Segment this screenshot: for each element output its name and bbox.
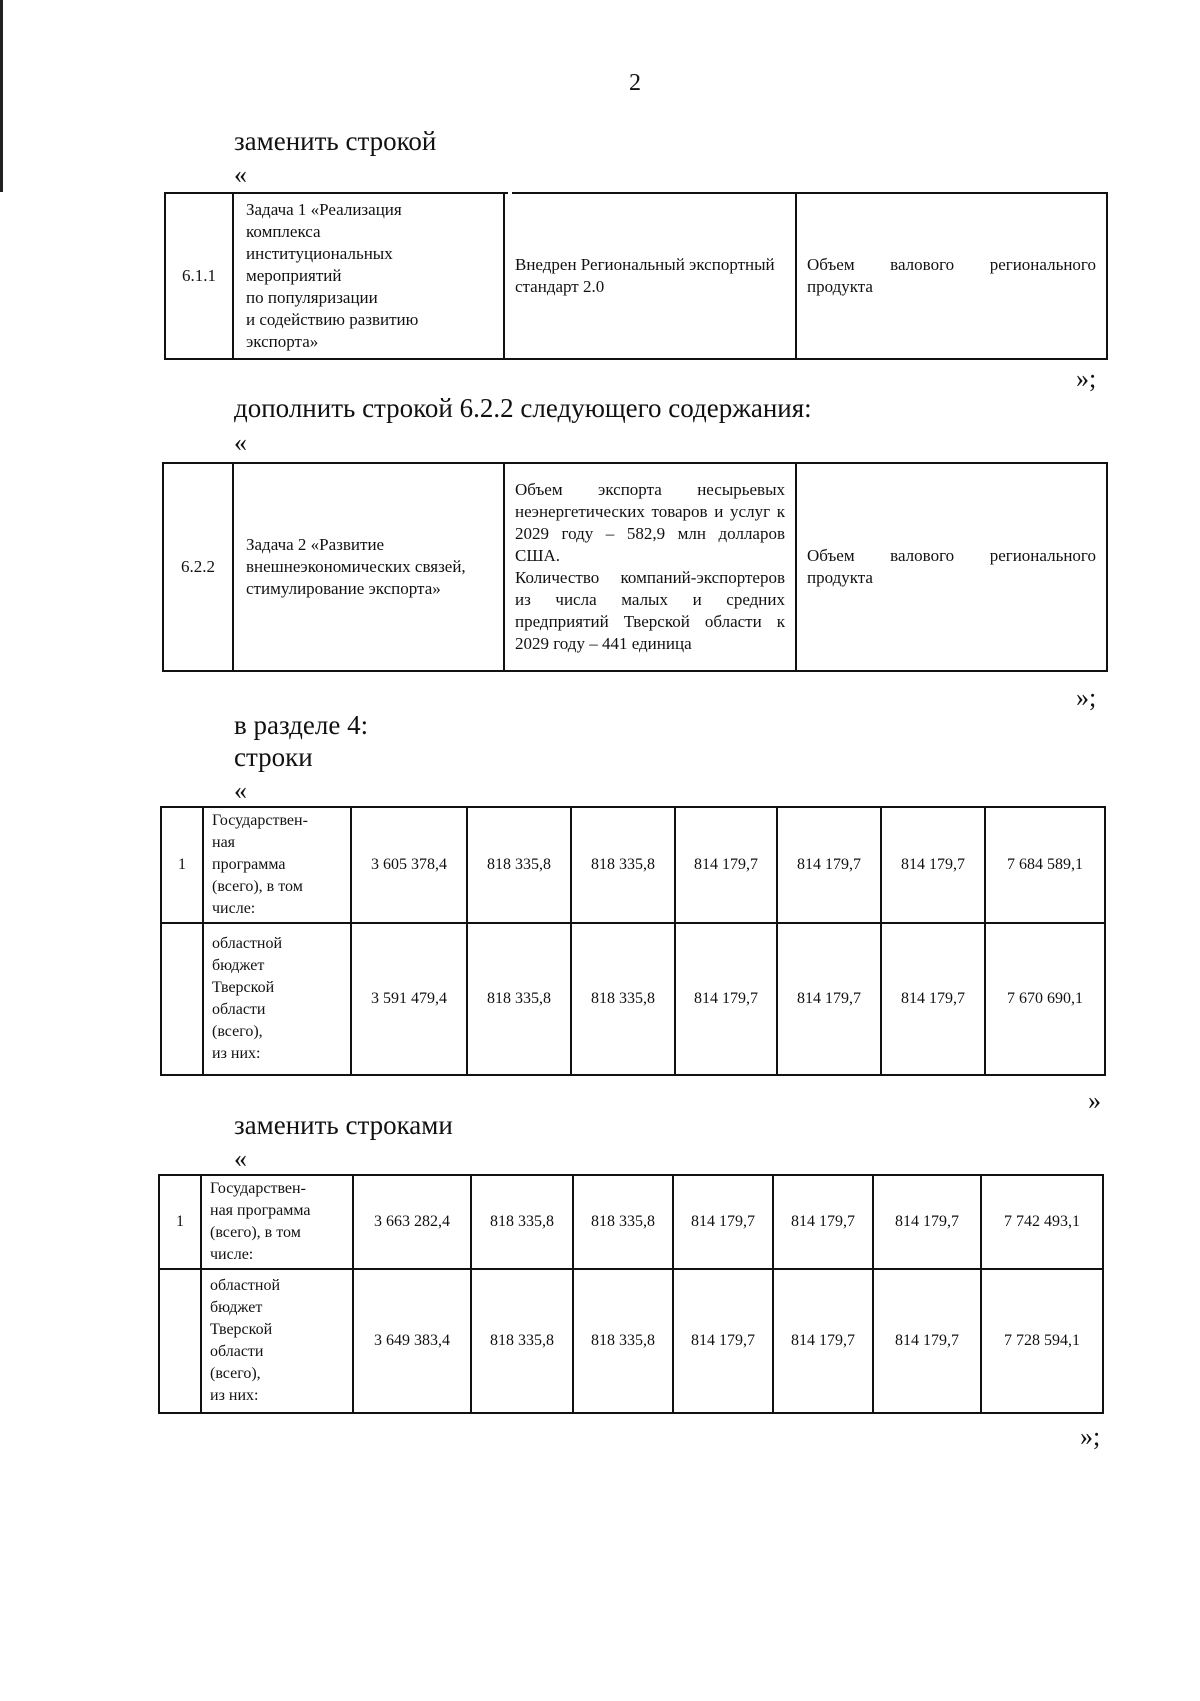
label-line: из них: <box>212 1045 261 1062</box>
row-number <box>159 1269 201 1413</box>
label-line: (всего), <box>210 1365 261 1382</box>
value-cell: 814 179,7 <box>881 807 985 923</box>
table-row <box>161 807 1105 923</box>
task-line: Задача 1 «Реализация <box>246 200 402 219</box>
section3-open-quote: « <box>234 776 247 805</box>
task-cell: Задача 2 «Развитие внешнеэкономических связей, стимулирование экспорта» <box>233 463 504 671</box>
value-cell: 814 179,7 <box>673 1269 773 1413</box>
table-row <box>161 923 1105 1075</box>
value-cell: 818 335,8 <box>573 1175 673 1269</box>
value-cell: 7 684 589,1 <box>985 807 1105 923</box>
value-cell: 7 670 690,1 <box>985 923 1105 1075</box>
value-cell: 814 179,7 <box>881 923 985 1075</box>
value-cell: 814 179,7 <box>675 807 777 923</box>
label-line: области <box>212 1001 266 1018</box>
value-cell: 7 728 594,1 <box>981 1269 1103 1413</box>
task-line: и содействию развитию <box>246 310 419 329</box>
value-cell: 818 335,8 <box>471 1269 573 1413</box>
row-number: 1 <box>161 807 203 923</box>
table-row <box>163 463 1107 671</box>
label-line: числе: <box>210 1246 254 1263</box>
label-line: Государствен- <box>210 1180 306 1197</box>
label-line: ная программа <box>210 1202 311 1219</box>
section2-table <box>162 462 1108 672</box>
value-cell: 818 335,8 <box>573 1269 673 1413</box>
value-cell: 3 605 378,4 <box>351 807 467 923</box>
label-line: ная <box>212 834 236 851</box>
row-number: 6.1.1 <box>165 193 233 359</box>
section1-table <box>164 192 1108 360</box>
indicator-cell: Объем валового регионального продукта <box>796 463 1107 671</box>
section2-close-quote: »; <box>1076 683 1097 712</box>
label-line: (всего), в том <box>210 1224 301 1241</box>
section1-heading: заменить строкой <box>234 126 437 156</box>
row-label <box>201 1175 353 1269</box>
task-line: по популяризации <box>246 288 378 307</box>
value-cell: 814 179,7 <box>673 1175 773 1269</box>
table-row <box>165 193 1107 359</box>
value-cell: 818 335,8 <box>467 807 571 923</box>
label-line: программа <box>212 856 286 873</box>
task-line: мероприятий <box>246 266 342 285</box>
label-line: области <box>210 1343 264 1360</box>
label-line: бюджет <box>210 1299 263 1316</box>
value-cell: 814 179,7 <box>873 1269 981 1413</box>
section3-table <box>160 806 1106 1076</box>
table-row <box>159 1175 1103 1269</box>
section1-close-quote: »; <box>1076 364 1097 393</box>
label-line: (всего), в том <box>212 878 303 895</box>
section4-table <box>158 1174 1104 1414</box>
label-line: числе: <box>212 900 256 917</box>
section4-heading: заменить строками <box>234 1110 453 1140</box>
value-cell: 818 335,8 <box>467 923 571 1075</box>
row-number: 1 <box>159 1175 201 1269</box>
value-cell: 814 179,7 <box>777 807 881 923</box>
row-label <box>201 1269 353 1413</box>
row-number <box>161 923 203 1075</box>
value-cell: 818 335,8 <box>571 807 675 923</box>
label-line: областной <box>210 1277 281 1294</box>
column-gap <box>508 192 512 352</box>
section2-heading: дополнить строкой 6.2.2 следующего содержания: <box>234 393 812 423</box>
value-cell: 814 179,7 <box>777 923 881 1075</box>
task-line: комплекса <box>246 222 321 241</box>
row-number: 6.2.2 <box>163 463 233 671</box>
section4-close-quote: »; <box>1080 1422 1101 1451</box>
label-line: областной <box>212 935 283 952</box>
value-cell: 818 335,8 <box>471 1175 573 1269</box>
result-cell <box>504 463 796 671</box>
section4-open-quote: « <box>234 1144 247 1173</box>
value-cell: 3 649 383,4 <box>353 1269 471 1413</box>
task-line: институциональных <box>246 244 393 263</box>
label-line: Тверской <box>210 1321 273 1338</box>
indicator-cell: Объем валового регионального продукта <box>796 193 1107 359</box>
page-number: 2 <box>629 70 641 96</box>
section1-open-quote: « <box>234 160 247 189</box>
section3-close-quote: » <box>1088 1086 1101 1115</box>
result-cell: Внедрен Региональный экспортный стандарт 2.0 <box>504 193 796 359</box>
row-label <box>203 807 351 923</box>
label-line: бюджет <box>212 957 265 974</box>
section2-open-quote: « <box>234 428 247 457</box>
result-paragraph: Объем экспорта несырьевых неэнергетических товаров и услуг к 2029 году – 582,9 млн долларов США. <box>515 480 785 565</box>
value-cell: 814 179,7 <box>773 1269 873 1413</box>
result-paragraph: Количество компаний-экспортеров из числа малых и средних предприятий Тверской области к 2029 году – 441 единица <box>515 568 785 653</box>
label-line: из них: <box>210 1387 259 1404</box>
value-cell: 3 663 282,4 <box>353 1175 471 1269</box>
value-cell: 814 179,7 <box>873 1175 981 1269</box>
task-cell <box>233 193 504 359</box>
value-cell: 818 335,8 <box>571 923 675 1075</box>
section3-heading-line2: строки <box>234 742 313 772</box>
task-line: экспорта» <box>246 332 319 351</box>
label-line: Государствен- <box>212 812 308 829</box>
value-cell: 3 591 479,4 <box>351 923 467 1075</box>
table-row <box>159 1269 1103 1413</box>
section3-heading-line1: в разделе 4: <box>234 710 369 740</box>
value-cell: 7 742 493,1 <box>981 1175 1103 1269</box>
value-cell: 814 179,7 <box>675 923 777 1075</box>
label-line: Тверской <box>212 979 275 996</box>
label-line: (всего), <box>212 1023 263 1040</box>
value-cell: 814 179,7 <box>773 1175 873 1269</box>
row-label <box>203 923 351 1075</box>
